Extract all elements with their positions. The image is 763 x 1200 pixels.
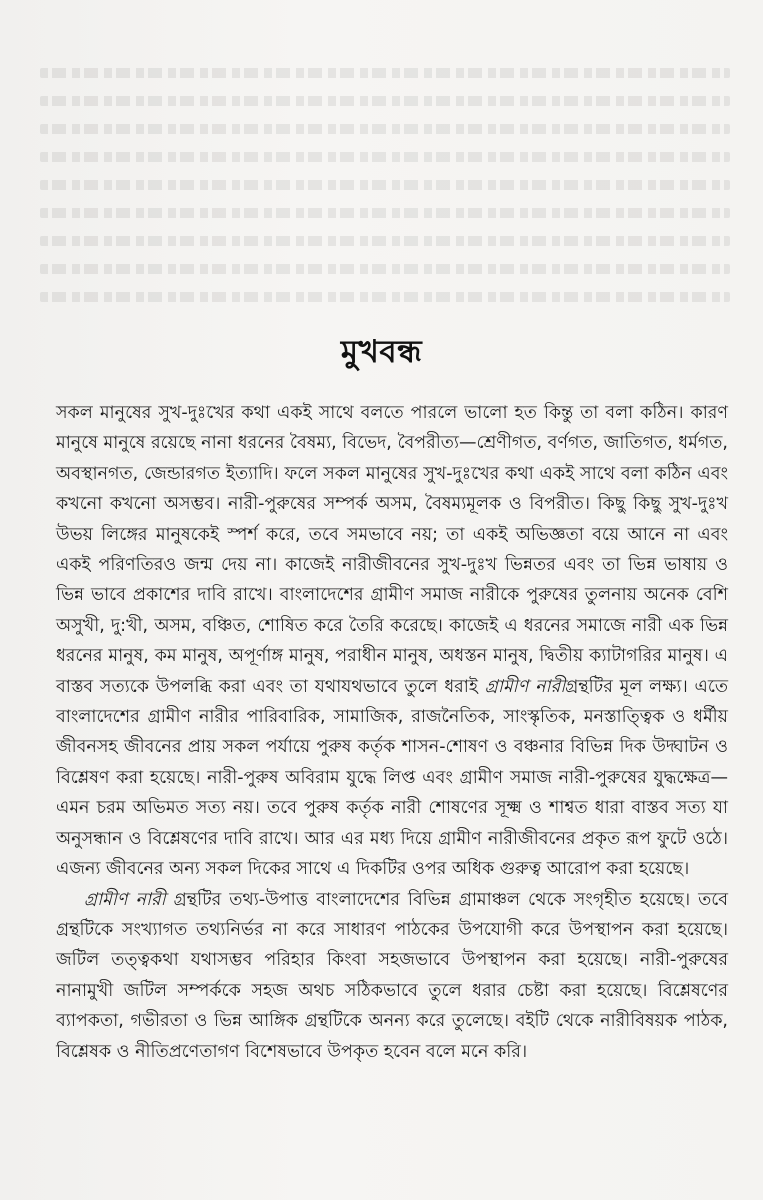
- paragraph-2: [56, 885, 728, 1067]
- paragraph-1: [56, 398, 728, 885]
- book-title-inline: গ্রামীণ নারী: [484, 676, 566, 697]
- body-text: [56, 398, 728, 1067]
- paragraph-2-text: গ্রন্থটির তথ্য-উপাত্ত বাংলাদেশের বিভিন্ন গ্রামাঞ্চল থেকে সংগৃহীত হয়েছে। তবে গ্রন্থটিকে সংখ্যাগত তথ্যনির্ভর না করে সাধারণ পাঠকের উপযোগী করে উপস্থাপন করা হয়েছে। জটিল তত্ত্বকথা যথাসম্ভব পরিহার কিংবা সহজভাবে উপস্থাপন করা হয়েছে। নারী-পুরুষের নানামুখী জটিল সম্পর্ককে সহজ অথচ সঠিকভাবে তুলে ধরার চেষ্টা করা হয়েছে। বিশ্লেষণের ব্যাপকতা, গভীরতা ও ভিন্ন আঙ্গিক গ্রন্থটিকে অনন্য করে তুলেছে। বইটি থেকে নারীবিষয়ক পাঠক, বিশ্লেষক ও নীতিপ্রণেতাগণ বিশেষভাবে উপকৃত হবেন বলে মনে করি।: [56, 889, 728, 1062]
- bleed-through-text: [40, 50, 730, 320]
- page-title: মুখবন্ধ: [340, 334, 423, 370]
- paragraph-1-text-b: গ্রন্থটির মূল লক্ষ্য। এতে বাংলাদেশের গ্রামীণ নারীর পারিবারিক, সামাজিক, রাজনৈতিক, সাংস্কৃতিক, মনস্তাত্ত্বিক ও ধর্মীয় জীবনসহ জীবনের প্রায় সকল পর্যায়ে পুরুষ কর্তৃক শাসন-শোষণ ও বঞ্চনার বিভিন্ন দিক উদ্ঘাটন ও বিশ্লেষণ করা হয়েছে। নারী-পুরুষ অবিরাম যুদ্ধে লিপ্ত এবং গ্রামীণ সমাজ নারী-পুরুষের যুদ্ধক্ষেত্র—এমন চরম অভিমত সত্য নয়। তবে পুরুষ কর্তৃক নারী শোষণের সূক্ষ্ম ও শাশ্বত ধারা বাস্তব সত্য যা অনুসন্ধান ও বিশ্লেষণের দাবি রাখে। আর এর মধ্য দিয়ে গ্রামীণ নারীজীবনের প্রকৃত রূপ ফুটে ওঠে। এজন্য জীবনের অন্য সকল দিকের সাথে এ দিকটির ওপর অধিক গুরুত্ব আরোপ করা হয়েছে।: [56, 676, 728, 880]
- book-title-inline: গ্রামীণ নারী: [84, 889, 166, 910]
- paragraph-1-text-a: সকল মানুষের সুখ-দুঃখের কথা একই সাথে বলতে পারলে ভালো হত কিন্তু তা বলা কঠিন। কারণ মানুষে মানুষে রয়েছে নানা ধরনের বৈষম্য, বিভেদ, বৈপরীত্য—শ্রেণীগত, বর্ণগত, জাতিগত, ধর্মগত, অবস্থানগত, জেন্ডারগত ইত্যাদি। ফলে সকল মানুষের সুখ-দুঃখের কথা একই সাথে বলা কঠিন এবং কখনো কখনো অসম্ভব। নারী-পুরুষের সম্পর্ক অসম, বৈষম্যমূলক ও বিপরীত। কিছু কিছু সুখ-দুঃখ উভয় লিঙ্গের মানুষকেই স্পর্শ করে, তবে সমভাবে নয়; তা একই অভিজ্ঞতা বয়ে আনে না এবং একই পরিণতিরও জন্ম দেয় না। কাজেই নারীজীবনের সুখ-দুঃখ ভিন্নতর এবং তা ভিন্ন ভাষায় ও ভিন্ন ভাবে প্রকাশের দাবি রাখে। বাংলাদেশের গ্রামীণ সমাজ নারীকে পুরুষের তুলনায় অনেক বেশি অসুখী, দু:খী, অসম, বঞ্চিত, শোষিত করে তৈরি করেছে। কাজেই এ ধরনের সমাজে নারী এক ভিন্ন ধরনের মানুষ, কম মানুষ, অপূর্ণাঙ্গ মানুষ, পরাধীন মানুষ, অধস্তন মানুষ, দ্বিতীয় ক্যাটাগরির মানুষ। এ বাস্তব সত্যকে উপলব্ধি করা এবং তা যথাযথভাবে তুলে ধরাই: [56, 403, 728, 697]
